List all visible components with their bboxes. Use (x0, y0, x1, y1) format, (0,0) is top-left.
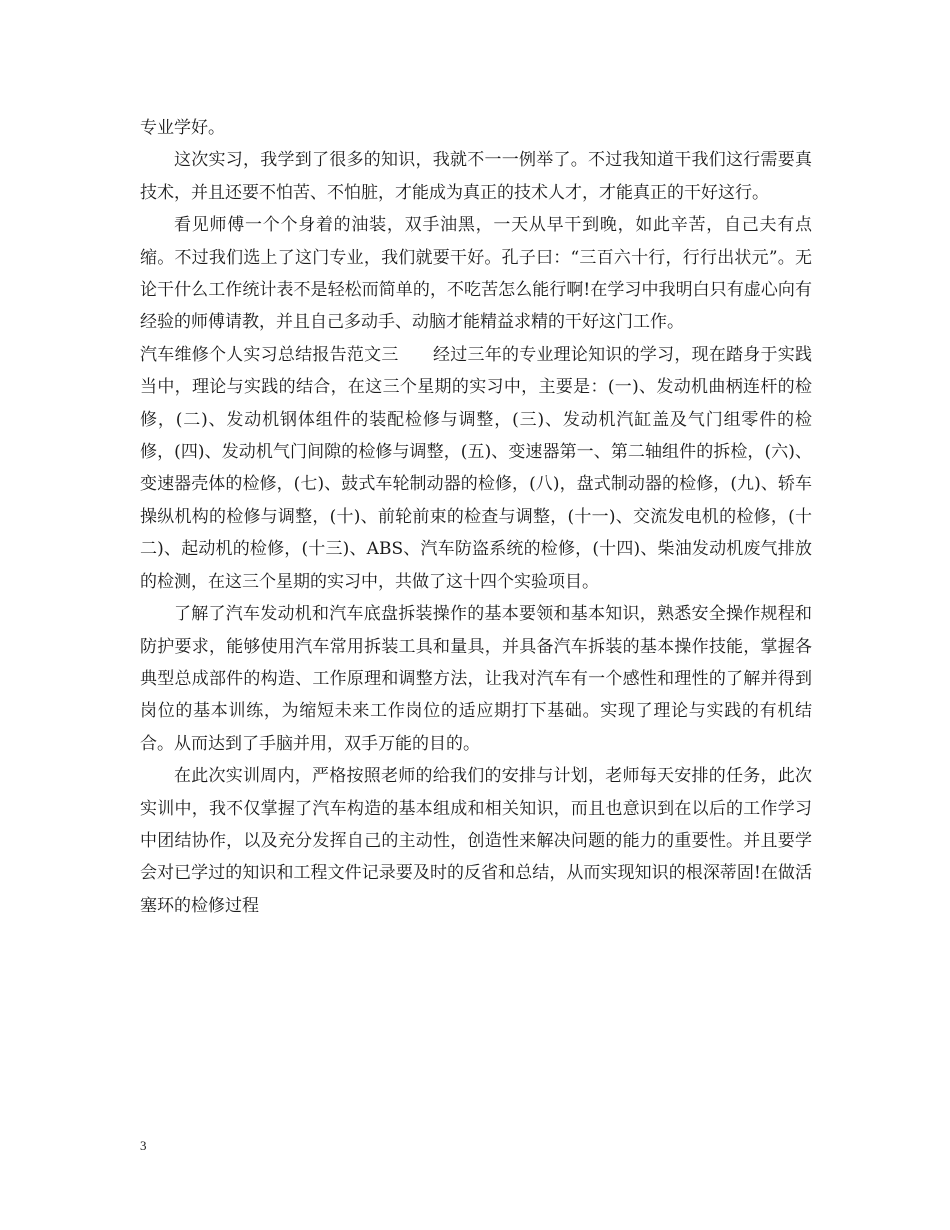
page-number: 3 (140, 1138, 147, 1153)
paragraph-5: 了解了汽车发动机和汽车底盘拆装操作的基本要领和基本知识，熟悉安全操作规程和防护要求，能够使用汽车常用拆装工具和量具，并具备汽车拆装的基本操作技能，掌握各典型总成部件的构造、工作原理和调整方法，让我对汽车有一个感性和理性的了解并得到岗位的基本训练，为缩短未来工作岗位的适应期打下基础。实现了理论与实践的有机结合。从而达到了手脑并用，双手万能的目的。 (140, 604, 812, 754)
paragraph-2: 这次实习，我学到了很多的知识，我就不一一例举了。不过我知道干我们这行需要真技术，并且还要不怕苦、不怕脏，才能成为真正的技术人才，才能真正的干好这行。 (140, 150, 812, 203)
paragraph-1: 专业学好。 (140, 118, 225, 138)
paragraph-4: 汽车维修个人实习总结报告范文三 经过三年的专业理论知识的学习，现在踏身于实践当中，理论与实践的结合，在这三个星期的实习中，主要是：(一)、发动机曲柄连杆的检修，(二)、发动机钢体组件的装配检修与调整，(三)、发动机汽缸盖及气门组零件的检修，(四)、发动机气门间隙的检修与调整，(五)、变速器第一、第二轴组件的拆检，(六)、变速器壳体的检修，(七)、鼓式车轮制动器的检修，(八)，盘式制动器的检修，(九)、轿车操纵机构的检修与调整，(十)、前轮前束的检查与调整，(十一)、交流发电机的检修，(十二)、起动机的检修，(十三)、ABS、汽车防盗系统的检修，(十四)、柴油发动机废气排放的检测，在这三个星期的实习中，共做了这十四个实验项目。 (140, 344, 812, 592)
paragraph-6: 在此次实训周内，严格按照老师的给我们的安排与计划，老师每天安排的任务，此次实训中，我不仅掌握了汽车构造的基本组成和相关知识，而且也意识到在以后的工作学习中团结协作，以及充分发挥自己的主动性，创造性来解决问题的能力的重要性。并且要学会对已学过的知识和工程文件记录要及时的反省和总结，从而实现知识的根深蒂固!在做活塞环的检修过程 (140, 766, 812, 916)
paragraph-3: 看见师傅一个个身着的油装，双手油黑，一天从早干到晚，如此辛苦，自己夫有点缩。不过我们选上了这门专业，我们就要干好。孔子曰：“三百六十行，行行出状元”。无论干什么工作统计表不是轻松而简单的，不吃苦怎么能行啊!在学习中我明白只有虚心向有经验的师傅请教，并且自己多动手、动脑才能精益求精的干好这门工作。 (140, 215, 812, 333)
document-page (140, 112, 812, 922)
